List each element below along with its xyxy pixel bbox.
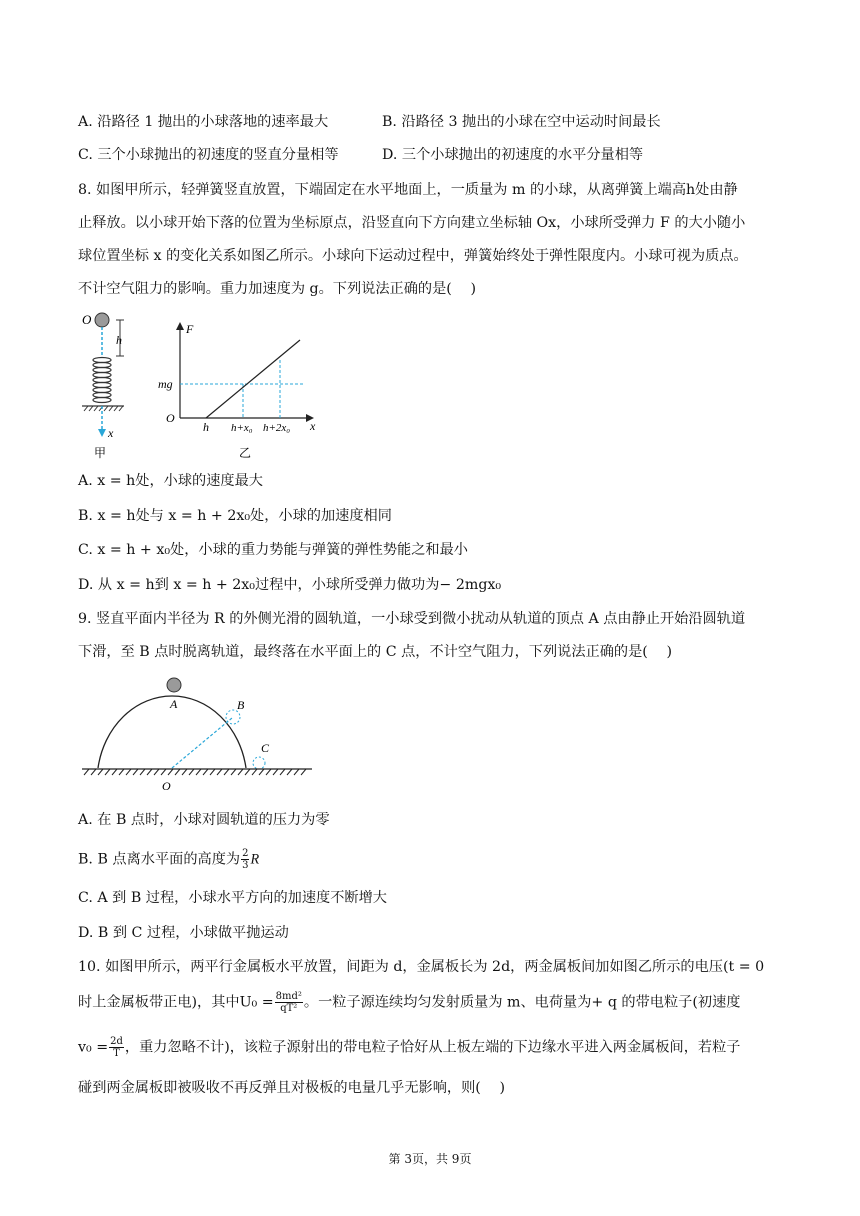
q8-option-c: C. x = h + x₀处，小球的重力势能与弹簧的弹性势能之和最小 xyxy=(78,542,468,558)
fig-yi-caption: 乙 xyxy=(239,446,252,460)
fig-jia-x-label: x xyxy=(108,426,114,440)
fraction-numerator: 8md² xyxy=(275,991,302,1002)
radius-line xyxy=(172,718,232,768)
q9-stem-line-2: 下滑，至 B 点时脱离轨道，最终落在水平面上的 C 点，不计空气阻力，下列说法正确的是( ) xyxy=(78,644,673,660)
q9-option-b-unit: R xyxy=(250,851,260,868)
q10-stem-line-3 xyxy=(78,1036,740,1059)
circular-track-figure xyxy=(78,670,318,795)
q8-stem-line-1: 8. 如图甲所示，轻弹簧竖直放置，下端固定在水平地面上，一质量为 m 的小球，从离弹簧上端高h处由静 xyxy=(78,182,738,198)
tick-h-x0: h+x₀ xyxy=(231,422,253,434)
q8-stem-line-4: 不计空气阻力的影响。重力加速度为 g。下列说法正确的是( ) xyxy=(78,281,477,297)
fig-jia-caption: 甲 xyxy=(94,446,107,460)
q8-stem-line-3: 球位置坐标 x 的变化关系如图乙所示。小球向下运动过程中，弹簧始终处于弹性限度内。小球可视为质点。 xyxy=(78,248,748,264)
fraction-denominator: qT² xyxy=(280,1003,298,1014)
q10-line-2-prefix: 时上金属板带正电)，其中U₀ = xyxy=(78,994,274,1011)
ball-at-a-icon xyxy=(167,678,181,692)
q7-option-c: C. 三个小球抛出的初速度的竖直分量相等 xyxy=(78,147,339,163)
q8-stem-line-2: 止释放。以小球开始下落的位置为坐标原点，沿竖直向下方向建立坐标轴 Ox，小球所受弹力 F 的大小随小 xyxy=(78,215,746,231)
q10-stem-line-1: 10. 如图甲所示，两平行金属板水平放置，间距为 d，金属板长为 2d，两金属板间加如图乙所示的电压(t = 0 xyxy=(78,959,765,975)
page-footer: 第 3页，共 9页 xyxy=(388,1152,472,1166)
fraction-u0 xyxy=(275,991,303,1014)
q7-option-a: A. 沿路径 1 抛出的小球落地的速率最大 xyxy=(78,114,329,130)
q8-option-a: A. x = h处，小球的速度最大 xyxy=(78,473,263,489)
q9-option-b xyxy=(78,848,259,871)
q9-option-d: D. B 到 C 过程，小球做平抛运动 xyxy=(78,925,289,941)
force-graph-yi xyxy=(150,320,340,465)
fig-jia-origin-label: O xyxy=(82,312,92,327)
fig-jia-h-label: h xyxy=(116,333,122,347)
center-o-label: O xyxy=(162,779,171,793)
q10-line-3-prefix: v₀ = xyxy=(78,1039,109,1056)
q8-option-b: B. x = h处与 x = h + 2x₀处，小球的加速度相同 xyxy=(78,508,392,524)
q10-line-2-suffix: 。一粒子源连续均匀发射质量为 m、电荷量为+ q 的带电粒子(初速度 xyxy=(303,994,741,1011)
q8-option-d: D. 从 x = h到 x = h + 2x₀过程中，小球所受弹力做功为− 2mgx₀ xyxy=(78,577,502,593)
tick-h-2x0: h+2x₀ xyxy=(263,422,291,434)
point-c-label: C xyxy=(261,741,270,755)
fraction-numerator: 2d xyxy=(110,1036,123,1047)
mg-label: mg xyxy=(158,377,173,391)
spring-coil xyxy=(93,358,111,403)
point-b-label: B xyxy=(237,698,245,712)
q10-line-3-suffix: ，重力忽略不计)，该粒子源射出的带电粒子恰好从上板左端的下边缘水平进入两金属板间，若粒子 xyxy=(124,1039,741,1056)
q9-option-a: A. 在 B 点时，小球对圆轨道的压力为零 xyxy=(78,812,330,828)
q7-option-d: D. 三个小球抛出的初速度的水平分量相等 xyxy=(382,147,644,163)
ball-icon xyxy=(95,313,109,327)
q9-stem-line-1: 9. 竖直平面内半径为 R 的外侧光滑的圆轨道，一小球受到微小扰动从轨道的顶点 A 点由静止开始沿圆轨道 xyxy=(78,611,746,627)
fraction-v0 xyxy=(109,1036,124,1059)
point-a-label: A xyxy=(170,697,178,711)
x-axis-label: x xyxy=(310,419,316,433)
q7-option-b: B. 沿路径 3 抛出的小球在空中运动时间最长 xyxy=(382,114,661,130)
q10-stem-line-2 xyxy=(78,991,740,1014)
fraction-two-thirds xyxy=(241,848,249,871)
tick-h: h xyxy=(203,420,209,434)
ball-at-b-icon xyxy=(226,710,240,724)
spring-figure-jia xyxy=(78,308,148,463)
ball-at-c-icon xyxy=(253,757,265,769)
fraction-denominator: T xyxy=(113,1048,120,1059)
origin-label: O xyxy=(166,411,175,425)
fraction-denominator: 3 xyxy=(242,860,249,871)
f-axis-label: F xyxy=(186,322,194,336)
force-line xyxy=(206,340,300,418)
fraction-numerator: 2 xyxy=(242,848,249,859)
q9-option-c: C. A 到 B 过程，小球水平方向的加速度不断增大 xyxy=(78,890,387,906)
q10-stem-line-4: 碰到两金属板即被吸收不再反弹且对极板的电量几乎无影响，则( ) xyxy=(78,1080,506,1096)
q9-option-b-text: B. B 点离水平面的高度为 xyxy=(78,851,241,868)
